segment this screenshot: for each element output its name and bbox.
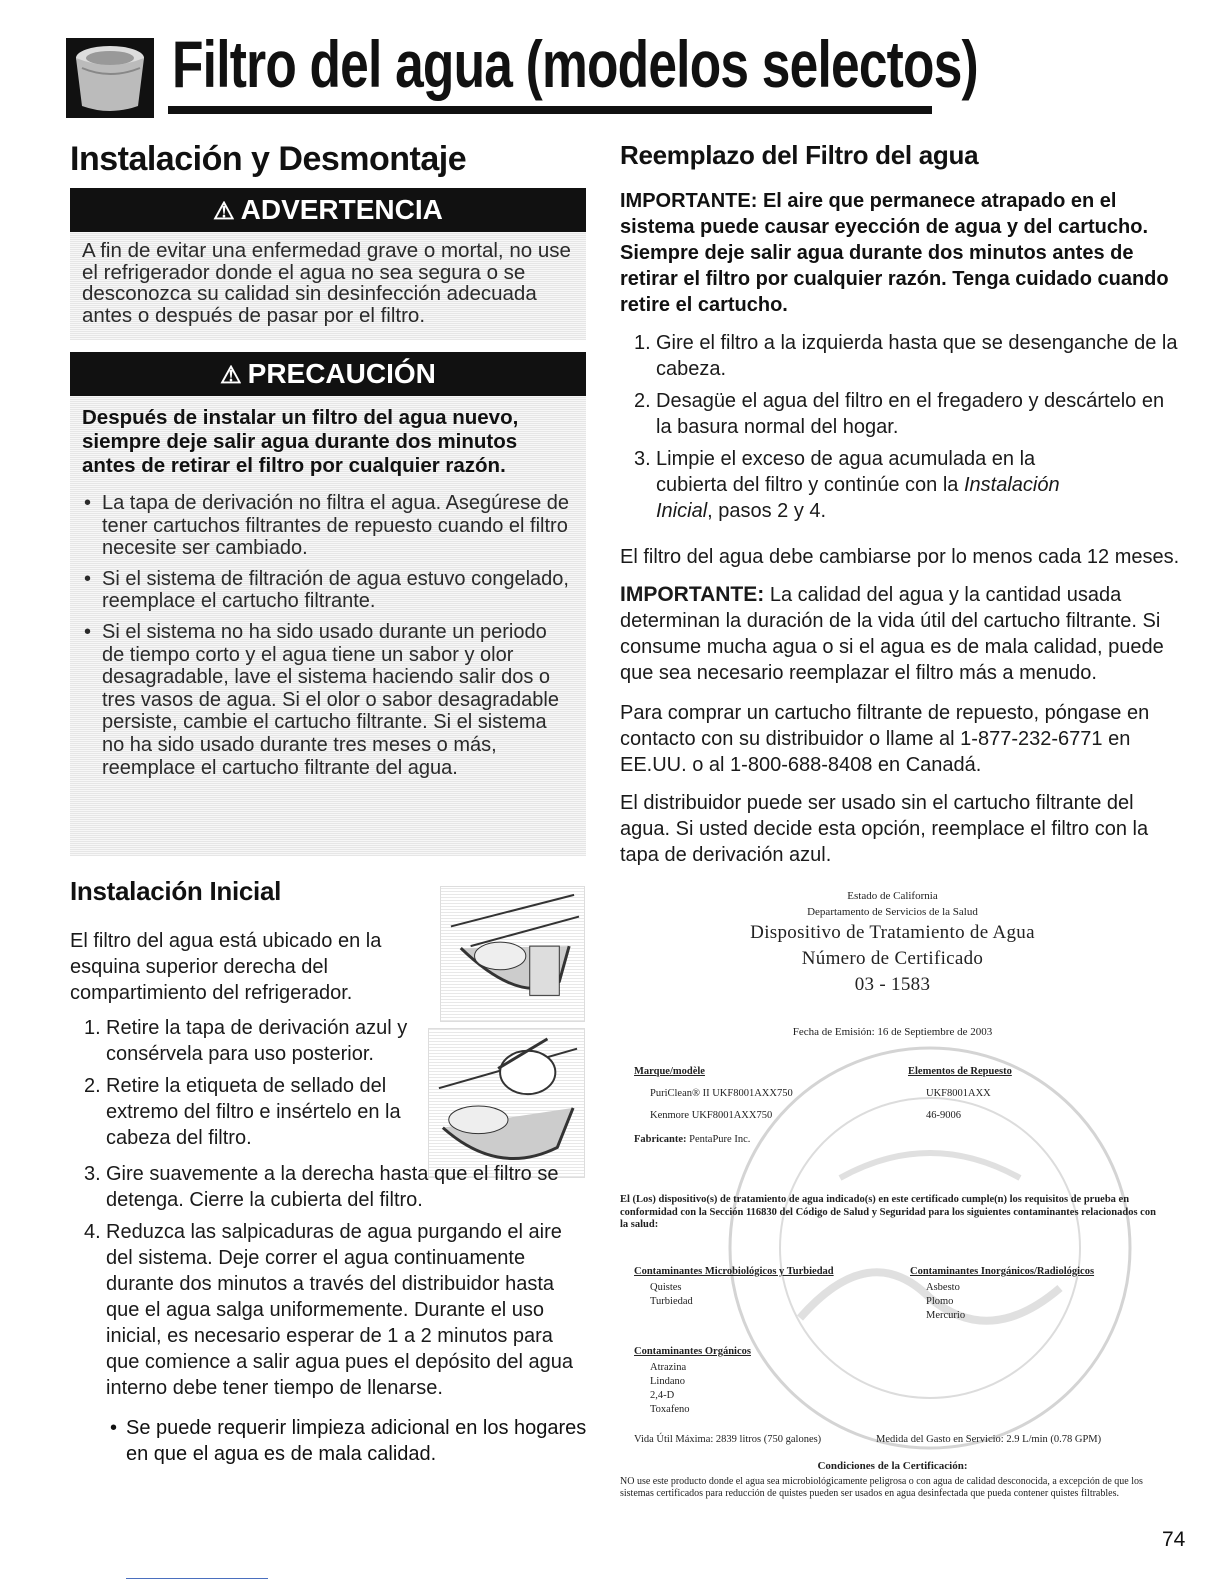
important-quality-note: IMPORTANTE: La calidad del agua y la cantidad usada determinan la duración de la vida útil del cartucho filtrante. Si consume mucha agua o si el agua es de mala calidad, puede que sea necesario reemplazar el filtro más a menudo. [620, 583, 1164, 684]
warning-bar [70, 188, 586, 232]
cert-flow-rate: Medida del Gasto en Servicio: 2.9 L/min (0.78 GPM) [876, 1434, 1102, 1445]
warning-label: ADVERTENCIA [240, 194, 443, 225]
cert-service-life: Vida Útil Máxima: 2839 litros (750 galones) [634, 1434, 822, 1445]
cert-inorganic-item: Mercurio [926, 1310, 966, 1321]
cert-part-2: 46-9006 [926, 1110, 961, 1121]
cert-device: Dispositivo de Tratamiento de Agua [750, 922, 1035, 943]
cert-issue-date: Fecha de Emisión: 16 de Septiembre de 2003 [792, 1026, 993, 1038]
cert-conditions-text: NO use este producto donde el agua sea microbiológicamente peligrosa o con agua de calidad desconocida, a excepción de que los sistemas certificados para reducción de quistes pueden ser usados en agua desinfectada que pueda contener quistes filtrables. [620, 1476, 1143, 1499]
important-warning-text: IMPORTANTE: El aire que permanece atrapado en el sistema puede causar eyección de agua y del cartucho. Siempre deje salir agua durante dos minutos antes de retirar el filtro por cualquier razón. Tenga cuidado cuando retire el cartucho. [620, 190, 1169, 316]
caution-bold-text: Después de instalar un filtro del agua nuevo, siempre deje salir agua durante dos minutos antes de retirar el filtro por cualquier razón. [82, 406, 519, 477]
cert-conditions-title: Condiciones de la Certificación: [817, 1460, 968, 1472]
step-item: 2. Desagüe el agua del filtro en el fregadero y descártelo en la basura normal del hogar. [634, 390, 1165, 438]
cert-department: Departamento de Servicios de la Salud [807, 906, 978, 918]
step-item: 1. Retire la tapa de derivación azul y consérvela para uso posterior. [84, 1017, 408, 1065]
warning-triangle-icon: ⚠ [213, 198, 235, 225]
cert-micro-header: Contaminantes Microbiológicos y Turbiedad [634, 1266, 834, 1277]
caution-box [70, 352, 586, 856]
caution-bullet: • Si el sistema no ha sido usado durante un periodo de tiempo corto y el agua tiene un sabor y olor desagradable, lave el sistema haciendo salir dos o tres vasos de agua. Si el olor o sabor desagradable persiste, cambie el cartucho filtrante. Si el sistema no ha sido usado durante tres meses o más, reemplace el cartucho filtrante del agua. [82, 621, 574, 779]
cert-state: Estado de California [847, 890, 938, 902]
footer-link-underline [126, 1578, 268, 1579]
cert-number-label: Número de Certificado [801, 948, 984, 969]
replacement-steps-list [620, 330, 1180, 530]
caution-bar [70, 352, 586, 396]
cert-micro-item: Quistes [650, 1282, 682, 1293]
certificate [620, 888, 1165, 1560]
step-item: 4. Reduzca las salpicaduras de agua purgando el aire del sistema. Deje correr el agua continuamente durante dos minutos a través del distribuidor hasta que el agua salga uniformemente. Durante el uso inicial, es necesario esperar de 1 a 2 minutos para que comience a salir agua pues el depósito del agua interno debe tener tiempo de llenarse. [84, 1221, 573, 1399]
step-item: 2. Retire la etiqueta de sellado del extremo del filtro e insértelo en la cabeza del filtro. [84, 1075, 401, 1149]
purchase-contact-note: Para comprar un cartucho filtrante de repuesto, póngase en contacto con su distribuidor o llame al 1-877-232-6771 en EE.UU. o al 1-800-688-8408 en Canadá. [620, 702, 1150, 776]
cert-organic-header: Contaminantes Orgánicos [634, 1346, 751, 1357]
cert-micro-item: Turbiedad [650, 1296, 693, 1307]
caution-triangle-icon: ⚠ [220, 362, 242, 389]
cert-organic-item: Toxafeno [650, 1404, 690, 1415]
section-title-installation: Instalación y Desmontaje [70, 140, 467, 178]
initial-steps-list-a [70, 1015, 425, 1157]
cert-inorganic-item: Asbesto [926, 1282, 960, 1293]
initial-intro: El filtro del agua está ubicado en la esquina superior derecha del compartimiento del refrigerador. [70, 930, 382, 1004]
state-seal-watermark [720, 1038, 1140, 1458]
cert-parts-header: Elementos de Repuesto [908, 1066, 1012, 1077]
step-item: 3. Limpie el exceso de agua acumulada en la cubierta del filtro y continúe con la Instalación Inicial, pasos 2 y 4. [634, 448, 1060, 522]
caution-bullet: • La tapa de derivación no filtra el agua. Asegúrese de tener cartuchos filtrantes de repuesto cuando el filtro necesite ser cambiado. [82, 492, 574, 560]
page-number: 74 [1162, 1528, 1186, 1551]
dispenser-bypass-note: El distribuidor puede ser usado sin el cartucho filtrante del agua. Si usted decide esta opción, reemplace el filtro con la tapa de derivación azul. [620, 792, 1149, 866]
page-header [64, 22, 978, 118]
title-rule [168, 106, 932, 114]
cert-inorganic-item: Plomo [926, 1296, 954, 1307]
cert-number: 03 - 1583 [854, 974, 931, 995]
filter-location-illustration [440, 886, 585, 1022]
cert-brand-2: Kenmore UKF8001AXX750 [650, 1110, 773, 1121]
step-item: 1. Gire el filtro a la izquierda hasta que se desenganche de la cabeza. [634, 332, 1178, 380]
cert-brand-header: Marque/modèle [634, 1066, 705, 1077]
initial-steps-list-b [70, 1161, 590, 1407]
initial-installation-reference: Instalación Inicial [656, 474, 1060, 522]
water-filter-icon [64, 36, 156, 120]
filter-insert-illustration [428, 1028, 585, 1178]
cert-organic-item: Atrazina [650, 1362, 687, 1373]
change-interval-note: El filtro del agua debe cambiarse por lo menos cada 12 meses. [620, 546, 1180, 568]
cert-inorganic-header: Contaminantes Inorgánicos/Radiológicos [910, 1266, 1095, 1277]
page-title: Filtro del agua (modelos selectos) [172, 27, 978, 101]
section-title-replacement: Reemplazo del Filtro del agua [620, 140, 979, 170]
cert-organic-item: 2,4-D [650, 1390, 675, 1401]
cert-manufacturer: Fabricante: PentaPure Inc. [634, 1134, 751, 1145]
caution-list [70, 478, 586, 779]
warning-box [70, 188, 586, 340]
cert-organic-item: Lindano [650, 1376, 685, 1387]
caution-label: PRECAUCIÓN [247, 358, 436, 389]
step-item: 3. Gire suavemente a la derecha hasta que el filtro se detenga. Cierre la cubierta del filtro. [84, 1163, 559, 1211]
cert-brand-1: PuriClean® II UKF8001AXX750 [650, 1088, 793, 1099]
caution-bullet: • Si el sistema de filtración de agua estuvo congelado, reemplace el cartucho filtrante. [82, 568, 574, 613]
cert-compliance-text: El (Los) dispositivo(s) de tratamiento de agua indicado(s) en este certificado cumple(n) los requisitos de prueba en conformidad con la Sección 116830 del Código de Salud y Seguridad para los siguientes contaminantes relacionados con la salud: [620, 1194, 1156, 1230]
additional-cleaning-note: • Se puede requerir limpieza adicional en los hogares en que el agua es de mala calidad. [70, 1415, 590, 1467]
cert-part-1: UKF8001AXX [926, 1088, 991, 1099]
warning-text: A fin de evitar una enfermedad grave o mortal, no use el refrigerador donde el agua no sea segura o se desconozca su calidad sin desinfección adecuada antes o después de pasar por el filtro. [82, 239, 571, 327]
section-title-initial: Instalación Inicial [70, 876, 282, 906]
